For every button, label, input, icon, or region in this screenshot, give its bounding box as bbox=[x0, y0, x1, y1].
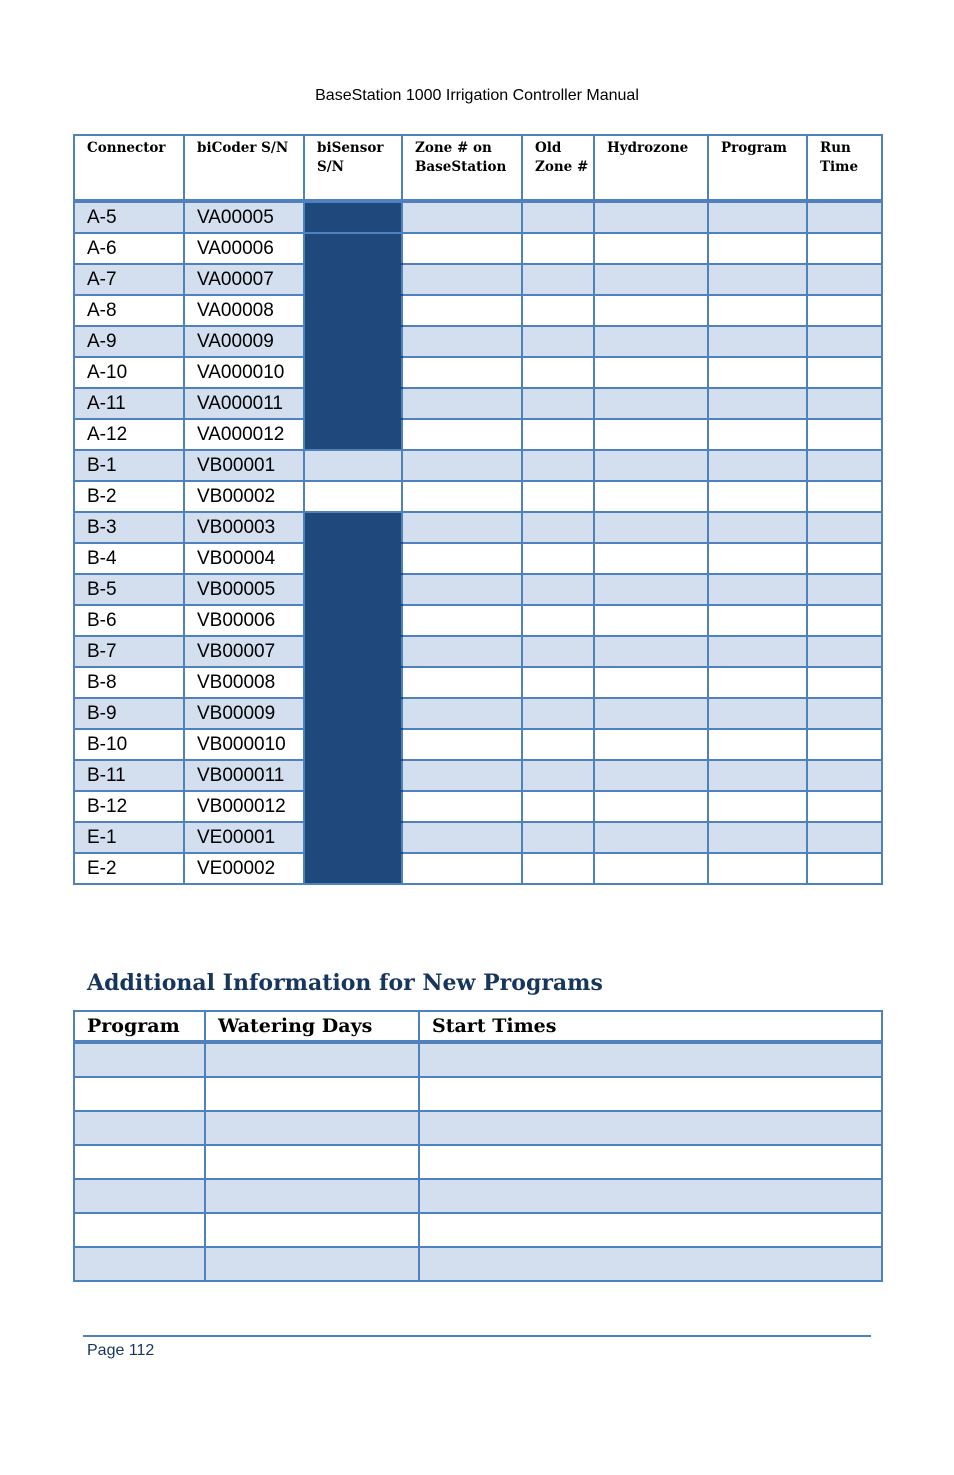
empty-cell bbox=[402, 233, 522, 264]
empty-cell bbox=[522, 264, 594, 295]
bisensor-cell bbox=[304, 760, 402, 791]
table-row bbox=[74, 729, 882, 760]
empty-cell bbox=[594, 295, 708, 326]
empty-cell bbox=[419, 1213, 882, 1247]
empty-cell bbox=[522, 698, 594, 729]
empty-cell bbox=[708, 698, 807, 729]
bicoder-cell: VA000012 bbox=[184, 419, 304, 450]
empty-cell bbox=[402, 512, 522, 543]
table-row bbox=[74, 1077, 882, 1111]
empty-cell bbox=[402, 729, 522, 760]
empty-cell bbox=[708, 853, 807, 884]
bicoder-cell: VB00005 bbox=[184, 574, 304, 605]
connector-cell: B-8 bbox=[74, 667, 184, 698]
empty-cell bbox=[402, 698, 522, 729]
bicoder-cell: VE00001 bbox=[184, 822, 304, 853]
column-header: Run Time bbox=[807, 135, 882, 201]
empty-cell bbox=[419, 1111, 882, 1145]
empty-cell bbox=[402, 295, 522, 326]
bicoder-cell: VA00007 bbox=[184, 264, 304, 295]
empty-cell bbox=[74, 1213, 205, 1247]
table-row bbox=[74, 853, 882, 884]
empty-cell bbox=[522, 295, 594, 326]
table-row bbox=[74, 233, 882, 264]
bisensor-cell bbox=[304, 543, 402, 574]
empty-cell bbox=[402, 264, 522, 295]
empty-cell bbox=[708, 357, 807, 388]
empty-cell bbox=[807, 543, 882, 574]
empty-cell bbox=[522, 729, 594, 760]
empty-cell bbox=[594, 636, 708, 667]
empty-cell bbox=[708, 543, 807, 574]
bicoder-cell: VA00006 bbox=[184, 233, 304, 264]
bisensor-cell bbox=[304, 822, 402, 853]
empty-cell bbox=[807, 450, 882, 481]
connector-cell: A-12 bbox=[74, 419, 184, 450]
empty-cell bbox=[594, 450, 708, 481]
bisensor-cell bbox=[304, 853, 402, 884]
empty-cell bbox=[807, 791, 882, 822]
bicoder-cell: VB00004 bbox=[184, 543, 304, 574]
empty-cell bbox=[807, 822, 882, 853]
empty-cell bbox=[708, 326, 807, 357]
table-row bbox=[74, 357, 882, 388]
empty-cell bbox=[708, 729, 807, 760]
column-header: biSensor S/N bbox=[304, 135, 402, 201]
bisensor-cell bbox=[304, 605, 402, 636]
empty-cell bbox=[807, 667, 882, 698]
empty-cell bbox=[522, 512, 594, 543]
column-header: Program bbox=[708, 135, 807, 201]
empty-cell bbox=[708, 791, 807, 822]
empty-cell bbox=[594, 574, 708, 605]
empty-cell bbox=[807, 357, 882, 388]
empty-cell bbox=[708, 822, 807, 853]
connector-cell: E-1 bbox=[74, 822, 184, 853]
empty-cell bbox=[402, 201, 522, 233]
bisensor-cell bbox=[304, 698, 402, 729]
empty-cell bbox=[522, 450, 594, 481]
bicoder-cell: VB00008 bbox=[184, 667, 304, 698]
bicoder-cell: VB000010 bbox=[184, 729, 304, 760]
table-row bbox=[74, 295, 882, 326]
empty-cell bbox=[402, 419, 522, 450]
connector-cell: B-2 bbox=[74, 481, 184, 512]
bisensor-cell bbox=[304, 667, 402, 698]
empty-cell bbox=[419, 1145, 882, 1179]
bisensor-cell bbox=[304, 233, 402, 264]
table-row bbox=[74, 543, 882, 574]
bicoder-cell: VA00008 bbox=[184, 295, 304, 326]
bisensor-cell bbox=[304, 326, 402, 357]
connector-cell: A-7 bbox=[74, 264, 184, 295]
empty-cell bbox=[522, 636, 594, 667]
column-header: Old Zone # bbox=[522, 135, 594, 201]
empty-cell bbox=[708, 760, 807, 791]
table-row bbox=[74, 1145, 882, 1179]
empty-cell bbox=[594, 667, 708, 698]
empty-cell bbox=[402, 791, 522, 822]
table-row bbox=[74, 481, 882, 512]
empty-cell bbox=[807, 698, 882, 729]
empty-cell bbox=[419, 1179, 882, 1213]
bisensor-cell bbox=[304, 357, 402, 388]
empty-cell bbox=[807, 574, 882, 605]
empty-cell bbox=[402, 605, 522, 636]
empty-cell bbox=[708, 574, 807, 605]
empty-cell bbox=[522, 667, 594, 698]
empty-cell bbox=[402, 450, 522, 481]
new-programs-table bbox=[73, 1010, 883, 1282]
running-header: BaseStation 1000 Irrigation Controller Manual bbox=[315, 87, 639, 104]
table-row bbox=[74, 326, 882, 357]
empty-cell bbox=[807, 201, 882, 233]
connector-cell: A-10 bbox=[74, 357, 184, 388]
empty-cell bbox=[594, 512, 708, 543]
empty-cell bbox=[402, 543, 522, 574]
empty-cell bbox=[594, 853, 708, 884]
empty-cell bbox=[708, 419, 807, 450]
empty-cell bbox=[74, 1247, 205, 1281]
table-row bbox=[74, 512, 882, 543]
empty-cell bbox=[807, 326, 882, 357]
bicoder-cell: VA000010 bbox=[184, 357, 304, 388]
connector-cell: B-12 bbox=[74, 791, 184, 822]
empty-cell bbox=[402, 636, 522, 667]
connector-cell: B-4 bbox=[74, 543, 184, 574]
empty-cell bbox=[402, 667, 522, 698]
table-header-row bbox=[74, 135, 882, 201]
table-row bbox=[74, 574, 882, 605]
empty-cell bbox=[807, 853, 882, 884]
empty-cell bbox=[708, 388, 807, 419]
empty-cell bbox=[594, 233, 708, 264]
table-row bbox=[74, 605, 882, 636]
column-header: Connector bbox=[74, 135, 184, 201]
empty-cell bbox=[205, 1042, 419, 1077]
empty-cell bbox=[594, 419, 708, 450]
empty-cell bbox=[74, 1077, 205, 1111]
empty-cell bbox=[419, 1042, 882, 1077]
footer-divider bbox=[83, 1335, 871, 1337]
connector-cell: A-9 bbox=[74, 326, 184, 357]
bicoder-cell: VE00002 bbox=[184, 853, 304, 884]
empty-cell bbox=[522, 388, 594, 419]
empty-cell bbox=[402, 574, 522, 605]
bicoder-cell: VB00007 bbox=[184, 636, 304, 667]
empty-cell bbox=[594, 822, 708, 853]
empty-cell bbox=[807, 605, 882, 636]
connector-cell: A-8 bbox=[74, 295, 184, 326]
bisensor-cell bbox=[304, 791, 402, 822]
empty-cell bbox=[402, 822, 522, 853]
column-header: Start Times bbox=[419, 1011, 882, 1042]
table-row bbox=[74, 1042, 882, 1077]
table-row bbox=[74, 419, 882, 450]
table-row bbox=[74, 1213, 882, 1247]
empty-cell bbox=[522, 822, 594, 853]
empty-cell bbox=[74, 1111, 205, 1145]
empty-cell bbox=[522, 853, 594, 884]
empty-cell bbox=[522, 605, 594, 636]
empty-cell bbox=[708, 450, 807, 481]
connector-cell: B-9 bbox=[74, 698, 184, 729]
empty-cell bbox=[522, 481, 594, 512]
empty-cell bbox=[708, 201, 807, 233]
table-row bbox=[74, 1111, 882, 1145]
bicoder-cell: VA000011 bbox=[184, 388, 304, 419]
bicoder-cell: VB00003 bbox=[184, 512, 304, 543]
empty-cell bbox=[522, 326, 594, 357]
bisensor-cell bbox=[304, 574, 402, 605]
empty-cell bbox=[708, 264, 807, 295]
column-header: Program bbox=[74, 1011, 205, 1042]
empty-cell bbox=[74, 1179, 205, 1213]
column-header: biCoder S/N bbox=[184, 135, 304, 201]
bicoder-cell: VB000011 bbox=[184, 760, 304, 791]
connector-cell: B-5 bbox=[74, 574, 184, 605]
empty-cell bbox=[419, 1077, 882, 1111]
empty-cell bbox=[708, 295, 807, 326]
empty-cell bbox=[402, 326, 522, 357]
empty-cell bbox=[74, 1145, 205, 1179]
table-row bbox=[74, 822, 882, 853]
table-row bbox=[74, 1179, 882, 1213]
empty-cell bbox=[708, 636, 807, 667]
connector-cell: B-7 bbox=[74, 636, 184, 667]
empty-cell bbox=[522, 574, 594, 605]
connector-cell: B-6 bbox=[74, 605, 184, 636]
empty-cell bbox=[522, 543, 594, 574]
zone-assignment-table bbox=[73, 134, 883, 885]
empty-cell bbox=[594, 543, 708, 574]
empty-cell bbox=[205, 1179, 419, 1213]
empty-cell bbox=[708, 481, 807, 512]
empty-cell bbox=[708, 233, 807, 264]
empty-cell bbox=[402, 760, 522, 791]
empty-cell bbox=[807, 636, 882, 667]
bicoder-cell: VB00006 bbox=[184, 605, 304, 636]
table-row bbox=[74, 698, 882, 729]
bicoder-cell: VA00005 bbox=[184, 201, 304, 233]
empty-cell bbox=[594, 264, 708, 295]
empty-cell bbox=[205, 1111, 419, 1145]
empty-cell bbox=[402, 388, 522, 419]
bisensor-cell bbox=[304, 450, 402, 481]
table-row bbox=[74, 264, 882, 295]
empty-cell bbox=[402, 481, 522, 512]
empty-cell bbox=[807, 481, 882, 512]
column-header: Watering Days bbox=[205, 1011, 419, 1042]
empty-cell bbox=[594, 326, 708, 357]
table-row bbox=[74, 636, 882, 667]
connector-cell: B-3 bbox=[74, 512, 184, 543]
bicoder-cell: VA00009 bbox=[184, 326, 304, 357]
empty-cell bbox=[807, 295, 882, 326]
table-row bbox=[74, 760, 882, 791]
empty-cell bbox=[807, 233, 882, 264]
empty-cell bbox=[807, 388, 882, 419]
empty-cell bbox=[419, 1247, 882, 1281]
table-row bbox=[74, 667, 882, 698]
empty-cell bbox=[522, 760, 594, 791]
bicoder-cell: VB00009 bbox=[184, 698, 304, 729]
bicoder-cell: VB000012 bbox=[184, 791, 304, 822]
connector-cell: B-1 bbox=[74, 450, 184, 481]
connector-cell: E-2 bbox=[74, 853, 184, 884]
bisensor-cell bbox=[304, 419, 402, 450]
empty-cell bbox=[594, 357, 708, 388]
empty-cell bbox=[522, 357, 594, 388]
connector-cell: B-10 bbox=[74, 729, 184, 760]
column-header: Zone # on BaseStation bbox=[402, 135, 522, 201]
empty-cell bbox=[807, 760, 882, 791]
table-row bbox=[74, 388, 882, 419]
empty-cell bbox=[522, 791, 594, 822]
empty-cell bbox=[594, 605, 708, 636]
empty-cell bbox=[594, 481, 708, 512]
empty-cell bbox=[708, 667, 807, 698]
empty-cell bbox=[594, 201, 708, 233]
empty-cell bbox=[205, 1247, 419, 1281]
empty-cell bbox=[807, 729, 882, 760]
bisensor-cell bbox=[304, 201, 402, 233]
bisensor-cell bbox=[304, 512, 402, 543]
empty-cell bbox=[402, 853, 522, 884]
connector-cell: B-11 bbox=[74, 760, 184, 791]
bisensor-cell bbox=[304, 481, 402, 512]
table-row bbox=[74, 1247, 882, 1281]
empty-cell bbox=[708, 605, 807, 636]
empty-cell bbox=[205, 1145, 419, 1179]
empty-cell bbox=[594, 760, 708, 791]
empty-cell bbox=[594, 729, 708, 760]
empty-cell bbox=[594, 698, 708, 729]
table-row bbox=[74, 791, 882, 822]
empty-cell bbox=[74, 1042, 205, 1077]
bisensor-cell bbox=[304, 295, 402, 326]
empty-cell bbox=[807, 419, 882, 450]
empty-cell bbox=[402, 357, 522, 388]
empty-cell bbox=[205, 1077, 419, 1111]
empty-cell bbox=[522, 233, 594, 264]
connector-cell: A-11 bbox=[74, 388, 184, 419]
bicoder-cell: VB00002 bbox=[184, 481, 304, 512]
empty-cell bbox=[708, 512, 807, 543]
empty-cell bbox=[594, 388, 708, 419]
empty-cell bbox=[522, 419, 594, 450]
connector-cell: A-6 bbox=[74, 233, 184, 264]
empty-cell bbox=[807, 512, 882, 543]
bisensor-cell bbox=[304, 264, 402, 295]
bisensor-cell bbox=[304, 729, 402, 760]
connector-cell: A-5 bbox=[74, 201, 184, 233]
empty-cell bbox=[594, 791, 708, 822]
bisensor-cell bbox=[304, 636, 402, 667]
bisensor-cell bbox=[304, 388, 402, 419]
empty-cell bbox=[522, 201, 594, 233]
empty-cell bbox=[807, 264, 882, 295]
column-header: Hydrozone bbox=[594, 135, 708, 201]
page-number: Page 112 bbox=[87, 1342, 155, 1359]
bicoder-cell: VB00001 bbox=[184, 450, 304, 481]
section-title: Additional Information for New Programs bbox=[87, 970, 603, 996]
table-row bbox=[74, 201, 882, 233]
table-row bbox=[74, 450, 882, 481]
table-header-row bbox=[74, 1011, 882, 1042]
empty-cell bbox=[205, 1213, 419, 1247]
